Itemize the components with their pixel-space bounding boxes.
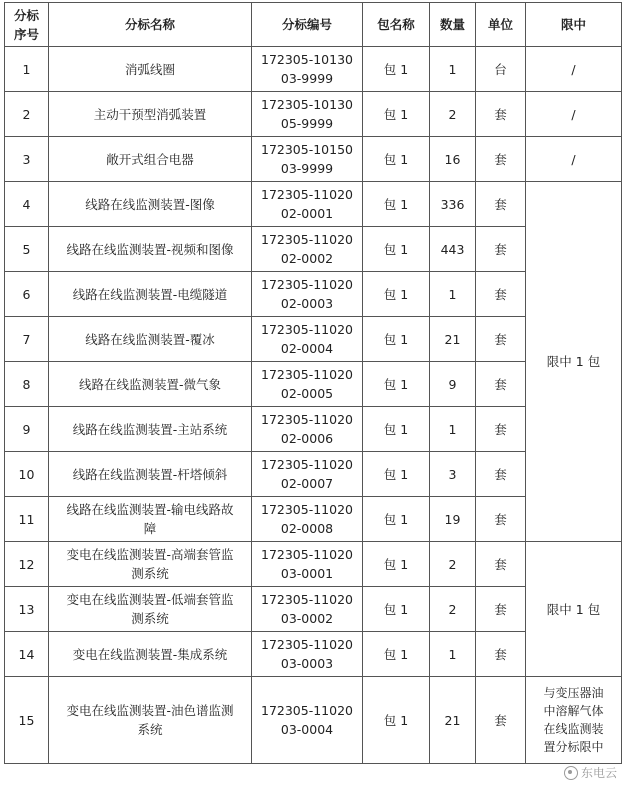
table-row: [5, 182, 622, 227]
cell-quantity: 1: [430, 407, 476, 452]
cell-package: 包 1: [363, 182, 430, 227]
header-unit: 单位: [476, 3, 526, 47]
cell-code: 172305-11020 02-0007: [252, 452, 363, 497]
cell-unit: 套: [476, 362, 526, 407]
wechat-logo-icon: [564, 766, 578, 780]
cell-code: 172305-11020 02-0008: [252, 497, 363, 542]
cell-quantity: 2: [430, 587, 476, 632]
cell-package: 包 1: [363, 92, 430, 137]
cell-unit: 套: [476, 92, 526, 137]
cell-name: 线路在线监测装置-视频和图像: [49, 227, 252, 272]
cell-name: 变电在线监测装置-高端套管监 测系统: [49, 542, 252, 587]
cell-code: 172305-11020 02-0005: [252, 362, 363, 407]
cell-limit-oil-note: 与变压器油 中溶解气体 在线监测装 置分标限中: [526, 677, 622, 764]
cell-unit: 套: [476, 452, 526, 497]
header-limit: 限中: [526, 3, 622, 47]
cell-package: 包 1: [363, 317, 430, 362]
cell-quantity: 9: [430, 362, 476, 407]
cell-code: 172305-11020 02-0001: [252, 182, 363, 227]
cell-seq: 7: [5, 317, 49, 362]
cell-seq: 8: [5, 362, 49, 407]
cell-seq: 3: [5, 137, 49, 182]
cell-name: 变电在线监测装置-低端套管监 测系统: [49, 587, 252, 632]
cell-unit: 套: [476, 542, 526, 587]
cell-name: 线路在线监测装置-覆冰: [49, 317, 252, 362]
cell-seq: 14: [5, 632, 49, 677]
cell-quantity: 16: [430, 137, 476, 182]
bid-lot-table: [4, 2, 622, 764]
cell-code: 172305-10150 03-9999: [252, 137, 363, 182]
header-code: 分标编号: [252, 3, 363, 47]
cell-code: 172305-11020 03-0004: [252, 677, 363, 764]
cell-quantity: 2: [430, 542, 476, 587]
header-package: 包名称: [363, 3, 430, 47]
table-row: [5, 137, 622, 182]
cell-name: 线路在线监测装置-主站系统: [49, 407, 252, 452]
cell-limit-group-line: 限中 1 包: [526, 182, 622, 542]
cell-unit: 套: [476, 137, 526, 182]
cell-name: 变电在线监测装置-油色谱监测 系统: [49, 677, 252, 764]
cell-name: 消弧线圈: [49, 47, 252, 92]
cell-seq: 9: [5, 407, 49, 452]
cell-package: 包 1: [363, 632, 430, 677]
cell-seq: 15: [5, 677, 49, 764]
cell-name: 敞开式组合电器: [49, 137, 252, 182]
cell-seq: 1: [5, 47, 49, 92]
cell-name: 线路在线监测装置-杆塔倾斜: [49, 452, 252, 497]
cell-limit: /: [526, 92, 622, 137]
cell-quantity: 1: [430, 272, 476, 317]
cell-name: 线路在线监测装置-图像: [49, 182, 252, 227]
cell-unit: 套: [476, 407, 526, 452]
cell-package: 包 1: [363, 452, 430, 497]
table-row: [5, 677, 622, 764]
cell-code: 172305-11020 03-0001: [252, 542, 363, 587]
cell-package: 包 1: [363, 497, 430, 542]
cell-quantity: 19: [430, 497, 476, 542]
watermark-text: 东电云: [580, 766, 617, 780]
cell-code: 172305-10130 03-9999: [252, 47, 363, 92]
cell-quantity: 1: [430, 47, 476, 92]
cell-code: 172305-11020 02-0002: [252, 227, 363, 272]
cell-package: 包 1: [363, 362, 430, 407]
cell-package: 包 1: [363, 587, 430, 632]
cell-package: 包 1: [363, 47, 430, 92]
cell-package: 包 1: [363, 137, 430, 182]
cell-quantity: 21: [430, 677, 476, 764]
cell-quantity: 1: [430, 632, 476, 677]
cell-quantity: 2: [430, 92, 476, 137]
cell-code: 172305-11020 02-0006: [252, 407, 363, 452]
cell-limit: /: [526, 47, 622, 92]
cell-unit: 套: [476, 632, 526, 677]
watermark: [564, 764, 617, 781]
cell-seq: 10: [5, 452, 49, 497]
cell-package: 包 1: [363, 272, 430, 317]
header-quantity: 数量: [430, 3, 476, 47]
cell-unit: 台: [476, 47, 526, 92]
cell-seq: 6: [5, 272, 49, 317]
cell-unit: 套: [476, 587, 526, 632]
cell-unit: 套: [476, 497, 526, 542]
cell-seq: 2: [5, 92, 49, 137]
cell-package: 包 1: [363, 677, 430, 764]
cell-code: 172305-11020 03-0002: [252, 587, 363, 632]
cell-quantity: 21: [430, 317, 476, 362]
cell-name: 主动干预型消弧装置: [49, 92, 252, 137]
cell-limit-group-substation: 限中 1 包: [526, 542, 622, 677]
cell-unit: 套: [476, 677, 526, 764]
cell-package: 包 1: [363, 227, 430, 272]
cell-seq: 5: [5, 227, 49, 272]
cell-unit: 套: [476, 272, 526, 317]
cell-code: 172305-11020 02-0003: [252, 272, 363, 317]
cell-unit: 套: [476, 317, 526, 362]
cell-limit: /: [526, 137, 622, 182]
cell-quantity: 336: [430, 182, 476, 227]
cell-quantity: 443: [430, 227, 476, 272]
table-row: [5, 542, 622, 587]
cell-quantity: 3: [430, 452, 476, 497]
header-row: [5, 3, 622, 47]
header-name: 分标名称: [49, 3, 252, 47]
table-row: [5, 47, 622, 92]
table-row: [5, 92, 622, 137]
cell-seq: 13: [5, 587, 49, 632]
cell-seq: 4: [5, 182, 49, 227]
header-seq: 分标 序号: [5, 3, 49, 47]
cell-package: 包 1: [363, 542, 430, 587]
cell-unit: 套: [476, 227, 526, 272]
cell-name: 线路在线监测装置-电缆隧道: [49, 272, 252, 317]
cell-name: 变电在线监测装置-集成系统: [49, 632, 252, 677]
cell-unit: 套: [476, 182, 526, 227]
cell-name: 线路在线监测装置-输电线路故 障: [49, 497, 252, 542]
cell-package: 包 1: [363, 407, 430, 452]
cell-seq: 12: [5, 542, 49, 587]
cell-seq: 11: [5, 497, 49, 542]
cell-code: 172305-10130 05-9999: [252, 92, 363, 137]
cell-code: 172305-11020 02-0004: [252, 317, 363, 362]
cell-name: 线路在线监测装置-微气象: [49, 362, 252, 407]
cell-code: 172305-11020 03-0003: [252, 632, 363, 677]
